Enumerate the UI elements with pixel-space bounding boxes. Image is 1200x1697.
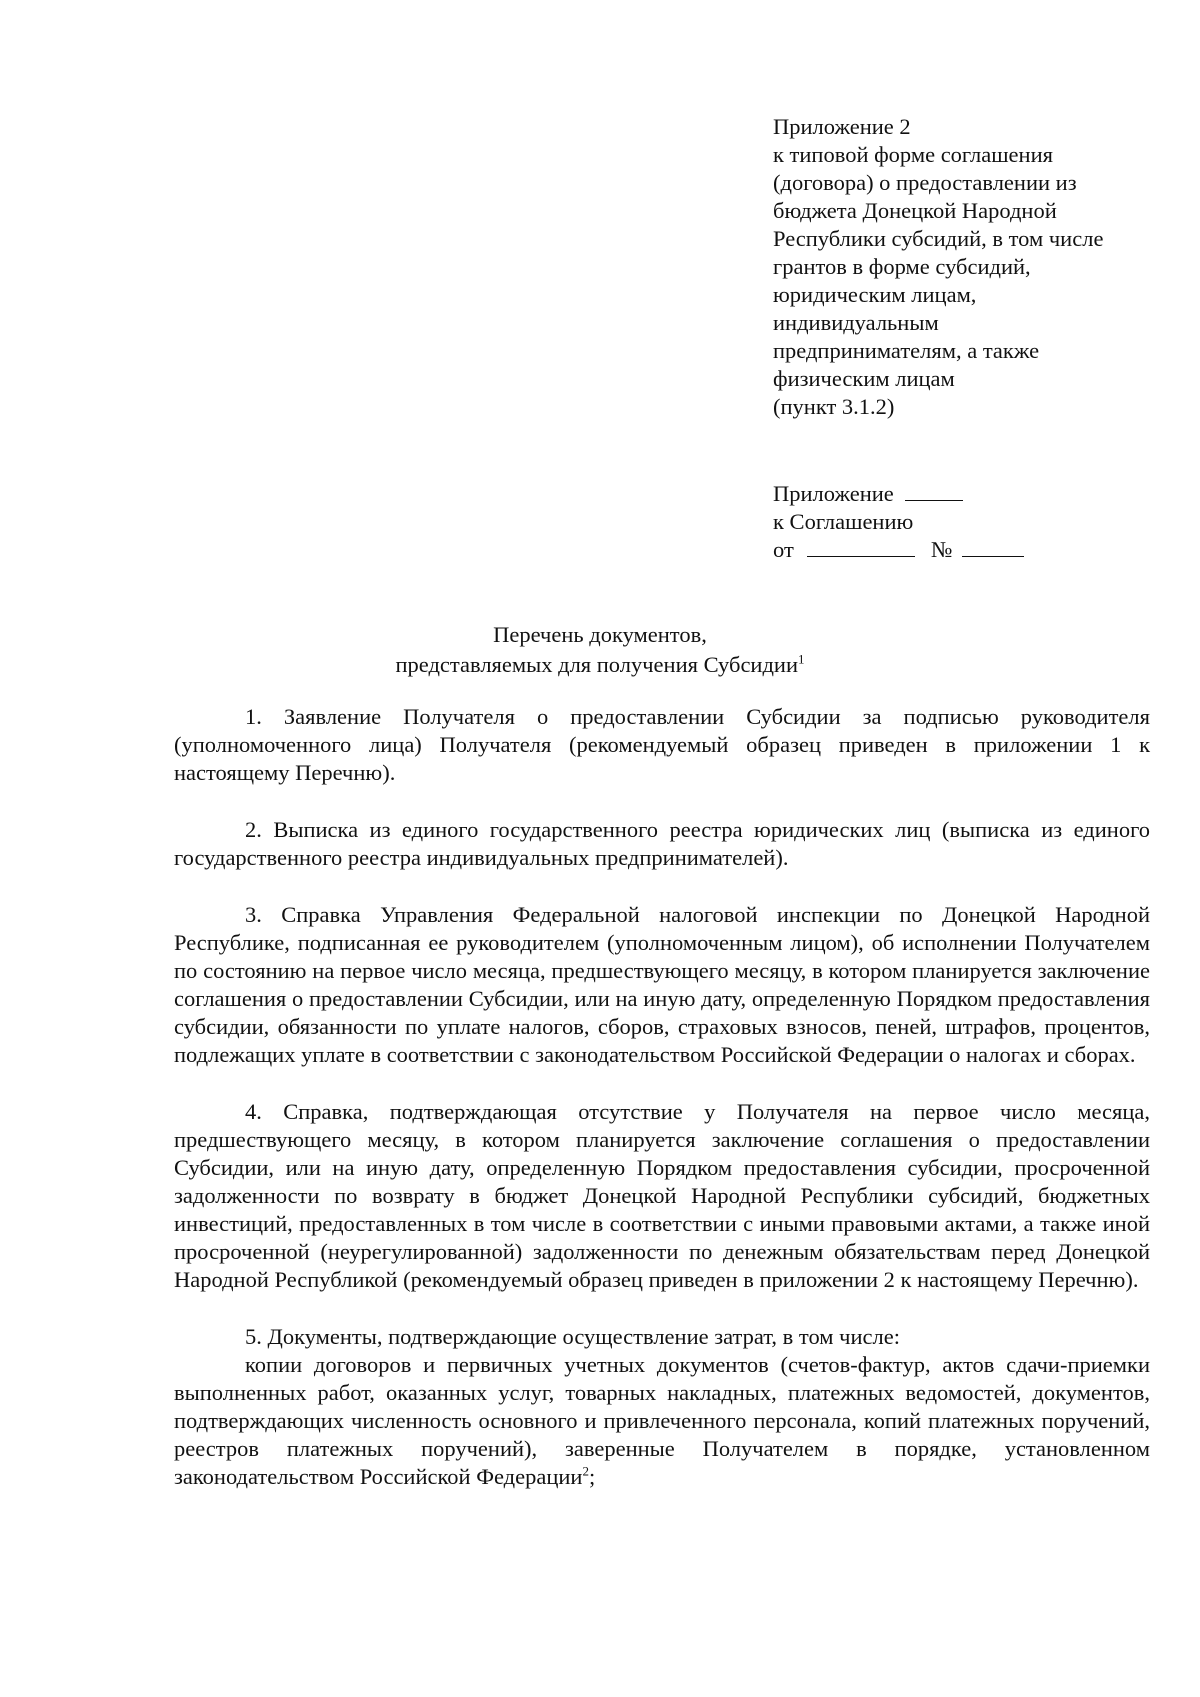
title-line-2-text: представляемых для получения Субсидии xyxy=(395,652,799,677)
appendix-line: Республики субсидий, в том числе xyxy=(773,226,1104,251)
appendix-reference-block xyxy=(773,113,1153,421)
footnote-mark: 1 xyxy=(798,651,805,667)
appendix-line: предпринимателям, а также xyxy=(773,338,1040,363)
footnote-mark: 2 xyxy=(582,1463,589,1479)
appendix-number-blank xyxy=(905,480,963,501)
appendix-line: индивидуальным xyxy=(773,310,939,335)
appendix-line: Приложение 2 xyxy=(773,114,911,139)
appendix-line: к типовой форме соглашения xyxy=(773,142,1053,167)
paragraph-5a-text: копии договоров и первичных учетных документов (счетов-фактур, актов сдачи-приемки выполненных работ, оказанных услуг, товарных накладных, платежных ведомостей, документов, подтверждающих численность основного и привлеченного персонала, копий платежных поручений, реестров платежных поручений), заверенные Получателем в порядке, установленном законодательством Российской Федерации xyxy=(174,1352,1150,1489)
appendix-line: (пункт 3.1.2) xyxy=(773,394,895,419)
appendix-line: юридическим лицам, xyxy=(773,282,977,307)
agreement-date-line xyxy=(773,536,1153,564)
appendix-line: бюджета Донецкой Народной xyxy=(773,198,1057,223)
paragraph-1: 1. Заявление Получателя о предоставлении Субсидии за подписью руководителя (уполномоченного лица) Получателя (рекомендуемый образец приведен в приложении 1 к настоящему Перечню). xyxy=(174,704,1150,785)
agreement-reference-block xyxy=(773,480,1153,564)
date-blank xyxy=(807,536,915,557)
paragraph-5a-end: ; xyxy=(588,1464,596,1489)
title-line-1: Перечень документов, xyxy=(493,622,707,647)
number-label: № xyxy=(931,537,953,562)
paragraph-5a xyxy=(174,1351,1150,1491)
paragraph-2: 2. Выписка из единого государственного реестра юридических лиц (выписка из единого государственного реестра индивидуальных предпринимателей). xyxy=(174,817,1150,870)
appendix-line: грантов в форме субсидий, xyxy=(773,254,1031,279)
paragraph-3: 3. Справка Управления Федеральной налоговой инспекции по Донецкой Народной Республике, подписанная ее руководителем (уполномоченным лицом), об исполнении Получателем по состоянию на первое число месяца, предшествующего месяцу, в котором планируется заключение соглашения о предоставлении Субсидии, или на иную дату, определенную Порядком предоставления субсидии, обязанности по уплате налогов, сборов, страховых взносов, пеней, штрафов, процентов, подлежащих уплате в соответствии с законодательством Российской Федерации о налогах и сборах. xyxy=(174,902,1150,1067)
paragraph-4: 4. Справка, подтверждающая отсутствие у Получателя на первое число месяца, предшествующего месяцу, в котором планируется заключение соглашения о предоставлении Субсидии, или на иную дату, определенную Порядком предоставления субсидии, просроченной задолженности по возврату в бюджет Донецкой Народной Республики субсидий, бюджетных инвестиций, предоставленных в том числе в соответствии с иными правовыми актами, а также иной просроченной (неурегулированной) задолженности по денежным обязательствам перед Донецкой Народной Республикой (рекомендуемый образец приведен в приложении 2 к настоящему Перечню). xyxy=(174,1099,1150,1292)
document-title xyxy=(0,620,1200,680)
appendix-line: (договора) о предоставлении из xyxy=(773,170,1077,195)
from-label: от xyxy=(773,537,794,562)
to-agreement-label: к Соглашению xyxy=(773,509,914,534)
agreement-appendix-line xyxy=(773,480,1153,508)
title-line-2 xyxy=(0,650,1200,680)
appendix-line: физическим лицам xyxy=(773,366,955,391)
agreement-appendix-label: Приложение xyxy=(773,481,894,506)
number-blank xyxy=(962,536,1024,557)
paragraph-5: 5. Документы, подтверждающие осуществление затрат, в том числе: xyxy=(245,1324,900,1349)
document-body xyxy=(174,703,1150,1491)
